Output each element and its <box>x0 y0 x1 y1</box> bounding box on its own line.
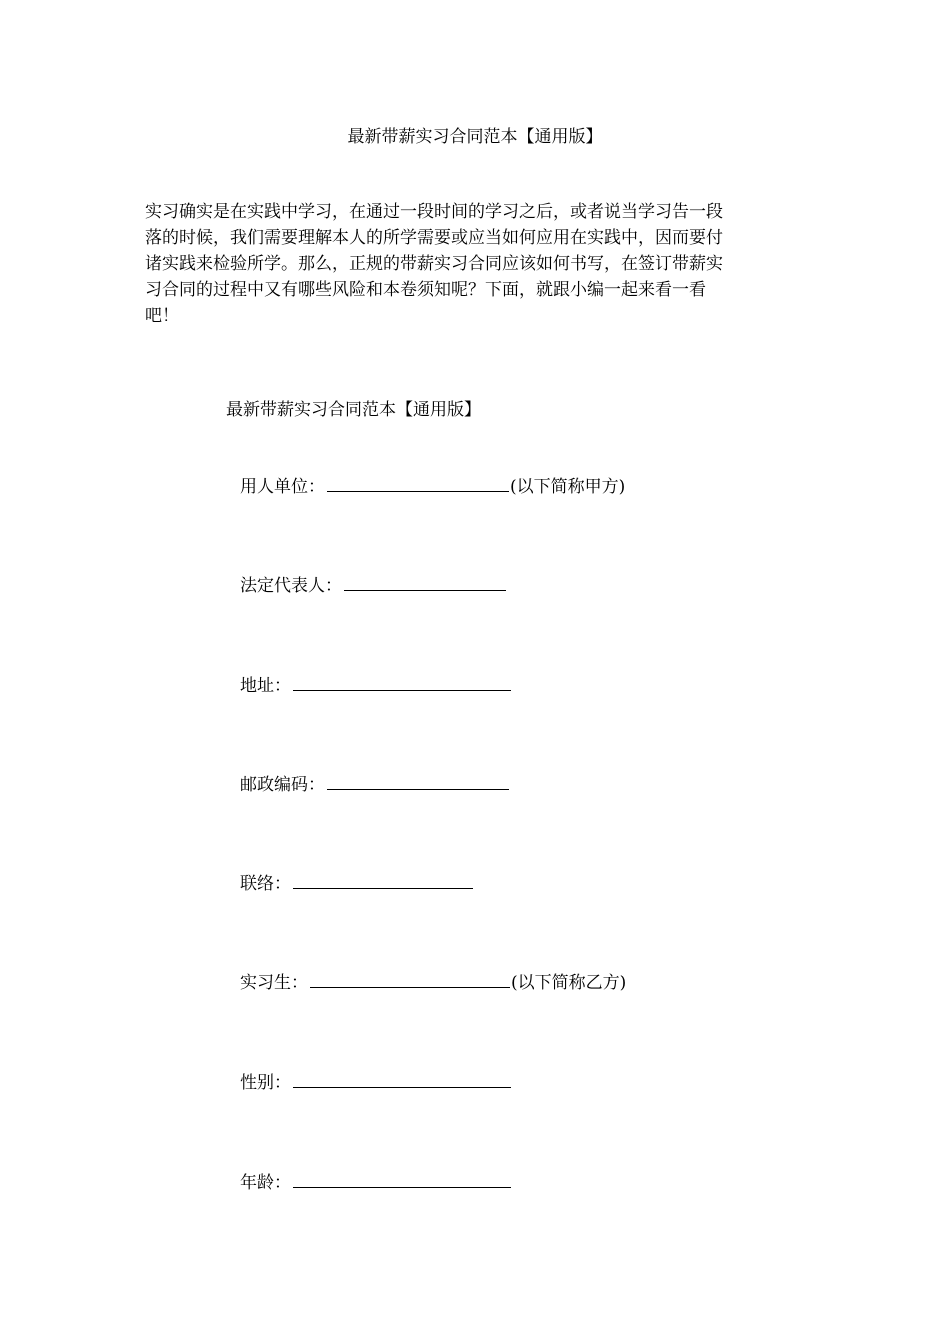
address-label: 地址： <box>240 676 291 696</box>
intro-line: 落的时候，我们需要理解本人的所学需要或应当如何应用在实践中，因而要付 <box>145 228 723 248</box>
intern-label: 实习生： <box>240 973 308 993</box>
postcode-blank <box>327 772 509 790</box>
contact-label: 联络： <box>240 874 291 894</box>
contract-title: 最新带薪实习合同范本【通用版】 <box>226 400 481 420</box>
gender-field <box>240 1070 511 1095</box>
intro-paragraph <box>145 199 805 329</box>
intro-line: 吧！ <box>145 306 179 326</box>
address-field <box>240 673 511 698</box>
legal-rep-blank <box>344 573 506 591</box>
intro-line: 习合同的过程中又有哪些风险和本卷须知呢？下面，就跟小编一起来看一看 <box>145 280 706 300</box>
address-blank <box>293 673 511 691</box>
contact-field <box>240 871 473 896</box>
age-field <box>240 1170 511 1195</box>
age-blank <box>293 1170 511 1188</box>
legal-rep-field <box>240 573 506 598</box>
intro-line: 实习确实是在实践中学习，在通过一段时间的学习之后，或者说当学习告一段 <box>145 202 723 222</box>
intern-suffix: (以下简称乙方) <box>511 973 627 993</box>
intern-field <box>240 970 626 995</box>
employer-suffix: (以下简称甲方) <box>510 477 626 497</box>
postcode-field <box>240 772 509 797</box>
postcode-label: 邮政编码： <box>240 775 325 795</box>
intro-line: 诸实践来检验所学。那么，正规的带薪实习合同应该如何书写，在签订带薪实 <box>145 254 723 274</box>
employer-blank <box>327 474 509 492</box>
gender-blank <box>293 1070 511 1088</box>
document-title: 最新带薪实习合同范本【通用版】 <box>347 127 603 147</box>
gender-label: 性别： <box>240 1073 291 1093</box>
legal-rep-label: 法定代表人： <box>240 576 342 596</box>
employer-field <box>240 474 625 499</box>
contact-blank <box>293 871 473 889</box>
employer-label: 用人单位： <box>240 477 325 497</box>
intern-blank <box>310 970 510 988</box>
age-label: 年龄： <box>240 1173 291 1193</box>
